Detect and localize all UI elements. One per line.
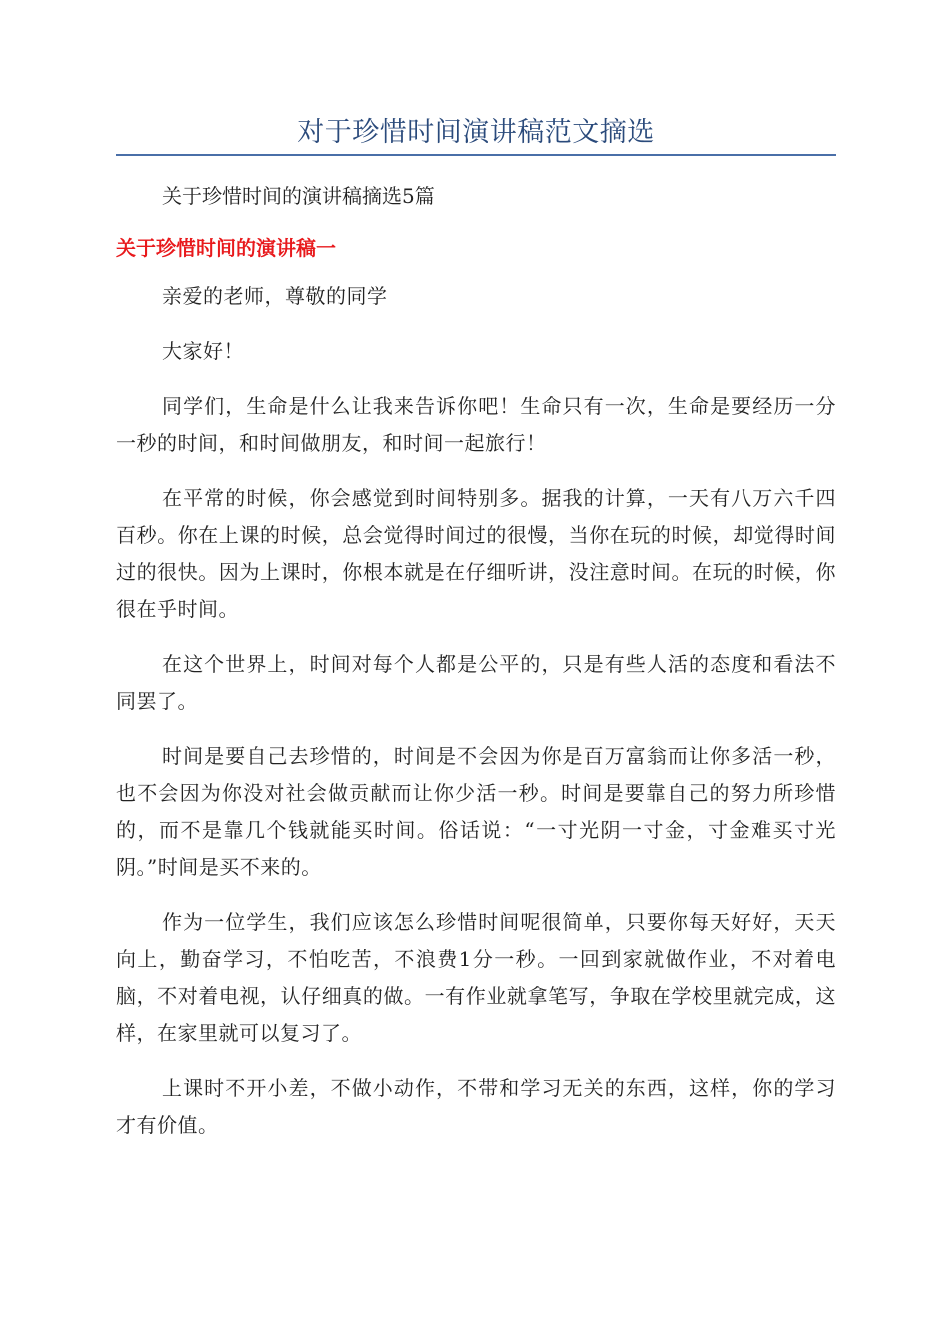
- body-paragraph: 在这个世界上，时间对每个人都是公平的，只是有些人活的态度和看法不同罢了。: [116, 652, 836, 713]
- speech-body: [116, 278, 836, 1162]
- salutation-paragraph: 大家好！: [162, 339, 244, 363]
- title-underline: [116, 154, 836, 156]
- body-paragraph: 时间是要自己去珍惜的，时间是不会因为你是百万富翁而让你多活一秒，也不会因为你没对社会做贡献而让你少活一秒。时间是要靠自己的努力所珍惜的，而不是靠几个钱就能买时间。俗话说：“一寸光阴一寸金，寸金难买寸光阴。”时间是买不来的。: [116, 744, 836, 879]
- body-paragraph: 在平常的时候，你会感觉到时间特别多。据我的计算，一天有八万六千四百秒。你在上课的时候，总会觉得时间过的很慢，当你在玩的时候，却觉得时间过的很快。因为上课时，你根本就是在仔细听讲，没注意时间。在玩的时候，你很在乎时间。: [116, 486, 836, 621]
- body-paragraph: 同学们，生命是什么让我来告诉你吧！生命只有一次，生命是要经历一分一秒的时间，和时间做朋友，和时间一起旅行！: [116, 394, 836, 455]
- document-title: 对于珍惜时间演讲稿范文摘选: [297, 117, 655, 148]
- body-paragraph: 作为一位学生，我们应该怎么珍惜时间呢很简单，只要你每天好好，天天向上，勤奋学习，不怕吃苦，不浪费1分一秒。一回到家就做作业，不对着电脑，不对着电视，认仔细真的做。一有作业就拿笔写，争取在学校里就完成，这样，在家里就可以复习了。: [116, 910, 836, 1045]
- greeting-paragraph: 亲爱的老师，尊敬的同学: [162, 284, 388, 308]
- body-paragraph: 上课时不开小差，不做小动作，不带和学习无关的东西，这样，你的学习才有价值。: [116, 1076, 836, 1137]
- document-subtitle: 关于珍惜时间的演讲稿摘选5篇: [162, 184, 435, 208]
- section-heading: 关于珍惜时间的演讲稿一: [116, 236, 336, 260]
